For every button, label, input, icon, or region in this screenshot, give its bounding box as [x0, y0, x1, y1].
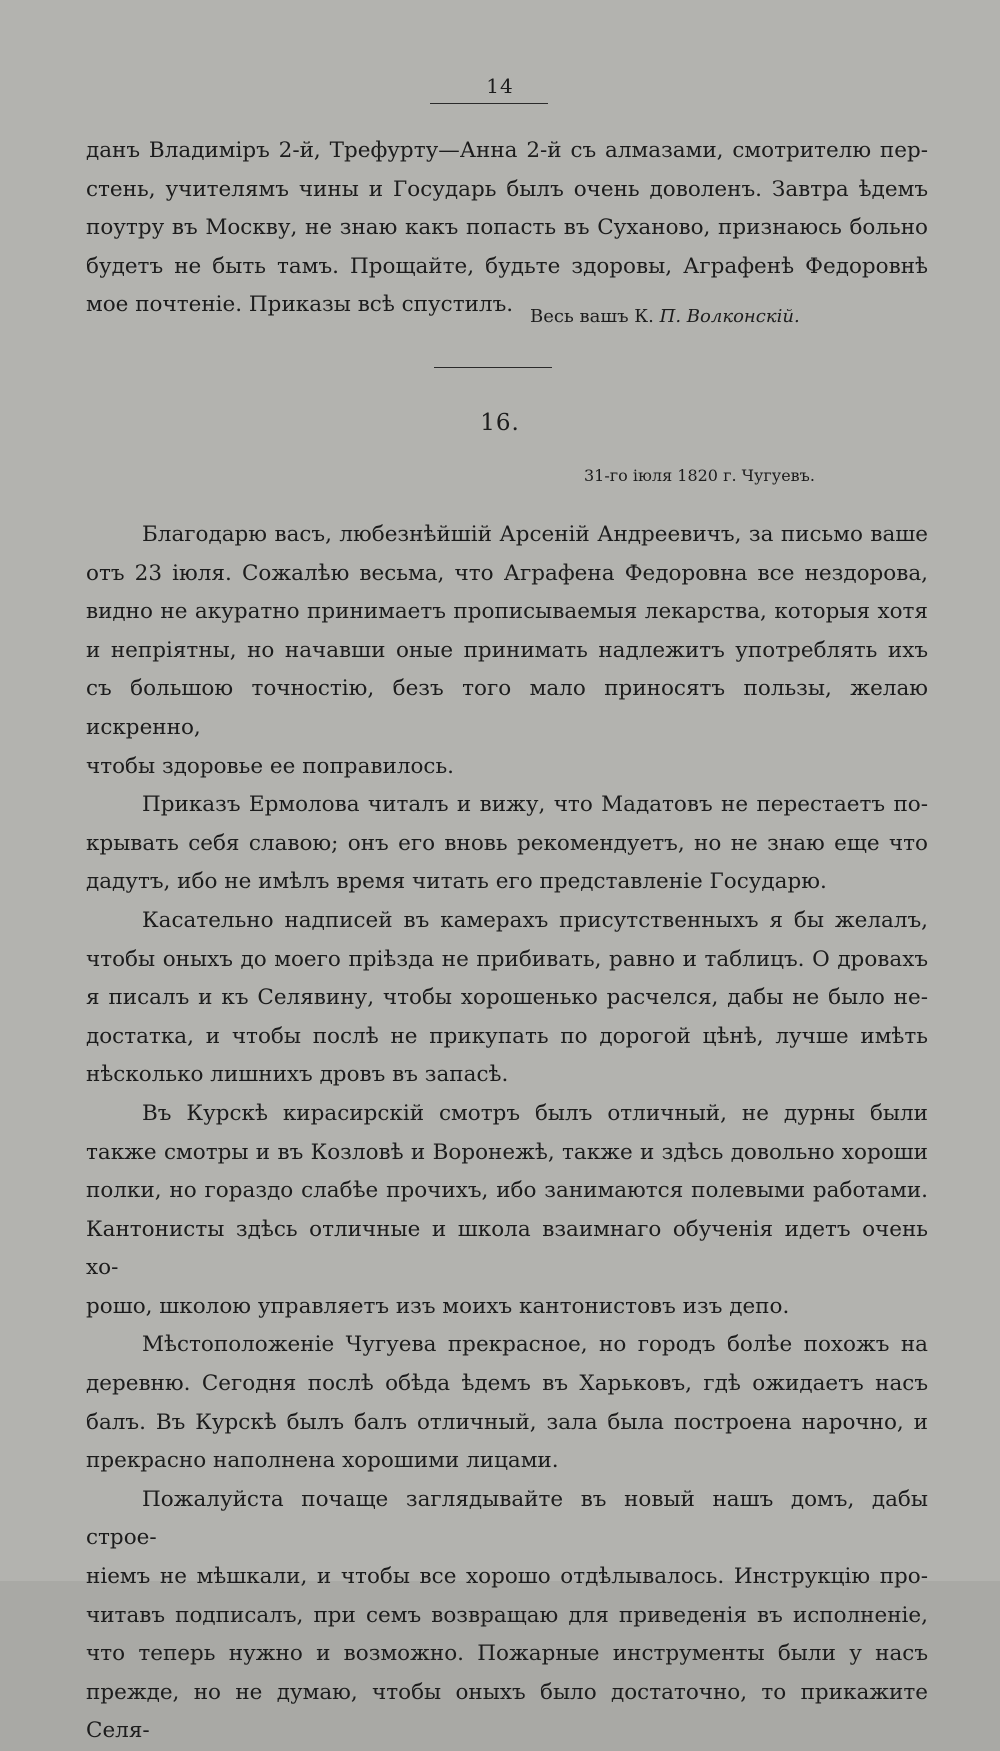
text-line: чтобы здоровье ее поправилось. [86, 753, 455, 779]
text-line: мое почтеніе. Приказы всѣ спустилъ. [86, 292, 514, 318]
text-line: деревню. Сегодня послѣ обѣда ѣдемъ въ Харьковъ, гдѣ ожидаетъ насъ [86, 1371, 928, 1397]
letter-dateline: 31-го іюля 1820 г. Чугуевъ. [584, 466, 815, 485]
paragraph [86, 902, 928, 1095]
text-line: данъ Владиміръ 2-й, Трефурту—Анна 2-й съ алмазами, смотрителю пер- [86, 138, 928, 163]
text-line: прежде, но не думаю, чтобы оныхъ было достаточно, то прикажите Селя- [86, 1679, 928, 1744]
text-line: Мѣстоположеніе Чугуева прекрасное, но городъ болѣе похожъ на [142, 1332, 928, 1358]
text-line: Касательно надписей въ камерахъ присутственныхъ я бы желалъ, [142, 907, 928, 933]
text-line: Приказъ Ермолова читалъ и вижу, что Мадатовъ не перестаетъ по- [142, 792, 928, 818]
text-line: поутру въ Москву, не знаю какъ попасть въ Суханово, признаюсь больно [86, 215, 928, 241]
text-line: ніемъ не мѣшкали, и чтобы все хорошо отдѣлывалось. Инструкцію про- [86, 1564, 928, 1590]
text-line: нѣсколько лишнихъ дровъ въ запасѣ. [86, 1062, 509, 1088]
signature-prefix: Весь вашъ К. [530, 306, 654, 327]
text-line: дадутъ, ибо не имѣлъ время читать его представленіе Государю. [86, 869, 827, 895]
text-line: Благодарю васъ, любезнѣйшій Арсеній Андреевичъ, за письмо ваше [142, 522, 928, 547]
page-number-rule [430, 103, 548, 104]
letter-separator-rule [434, 367, 552, 368]
text-line: чтобы оныхъ до моего пріѣзда не прибивать, равно и таблицъ. О дровахъ [86, 946, 928, 972]
text-line: крывать себя славою; онъ его вновь рекомендуетъ, но не знаю еще что [86, 830, 928, 856]
text-line: Въ Курскѣ кирасирскій смотръ былъ отличный, не дурны были [142, 1100, 928, 1126]
signature [530, 306, 860, 327]
text-line: Пожалуйста почаще заглядывайте въ новый нашъ домъ, дабы строе- [86, 1486, 928, 1551]
text-line: видно не акуратно принимаетъ прописываемыя лекарства, которыя хотя [86, 599, 928, 625]
text-line: также смотры и въ Козловѣ и Воронежѣ, также и здѣсь довольно хороши [86, 1139, 928, 1165]
text-line: я писалъ и къ Селявину, чтобы хорошенько расчелся, дабы не было не- [86, 985, 928, 1011]
text-line: отъ 23 іюля. Сожалѣю весьма, что Аграфена Федоровна все нездорова, [86, 560, 928, 586]
paragraph [86, 786, 928, 902]
page-number: 14 [486, 74, 514, 98]
text-line: читавъ подписалъ, при семъ возвращаю для приведенія въ исполненіе, [86, 1602, 928, 1628]
text-line: что теперь нужно и возможно. Пожарные инструменты были у насъ [86, 1641, 928, 1667]
letter-number: 16. [480, 410, 520, 436]
text-line: прекрасно наполнена хорошими лицами. [86, 1448, 559, 1474]
paragraph [86, 516, 928, 786]
text-line: Кантонисты здѣсь отличные и школа взаимнаго обученія идетъ очень хо- [86, 1216, 928, 1281]
text-line: полки, но гораздо слабѣе прочихъ, ибо занимаются полевыми работами. [86, 1178, 928, 1204]
paragraph [86, 1481, 928, 1751]
paragraph [86, 1095, 928, 1327]
text-line: балъ. Въ Курскѣ былъ балъ отличный, зала была построена нарочно, и [86, 1409, 928, 1435]
letter-16-body [86, 516, 928, 1751]
text-line: будетъ не быть тамъ. Прощайте, будьте здоровы, Аграфенѣ Федоровнѣ [86, 253, 928, 279]
paragraph [86, 1326, 928, 1480]
text-line: рошо, школою управляетъ изъ моихъ кантонистовъ изъ депо. [86, 1293, 790, 1319]
text-line: съ большою точностію, безъ того мало приносятъ пользы, желаю искренно, [86, 676, 928, 740]
text-line: стень, учителямъ чины и Государь былъ очень доволенъ. Завтра ѣдемъ [86, 176, 928, 202]
letter-15-closing-text [86, 132, 928, 325]
text-line: достатка, и чтобы послѣ не прикупать по дорогой цѣнѣ, лучше имѣть [86, 1023, 928, 1049]
signature-name: П. Волконскій. [659, 306, 800, 327]
text-line: и непріятны, но начавши оные принимать надлежитъ употреблять ихъ [86, 637, 928, 663]
